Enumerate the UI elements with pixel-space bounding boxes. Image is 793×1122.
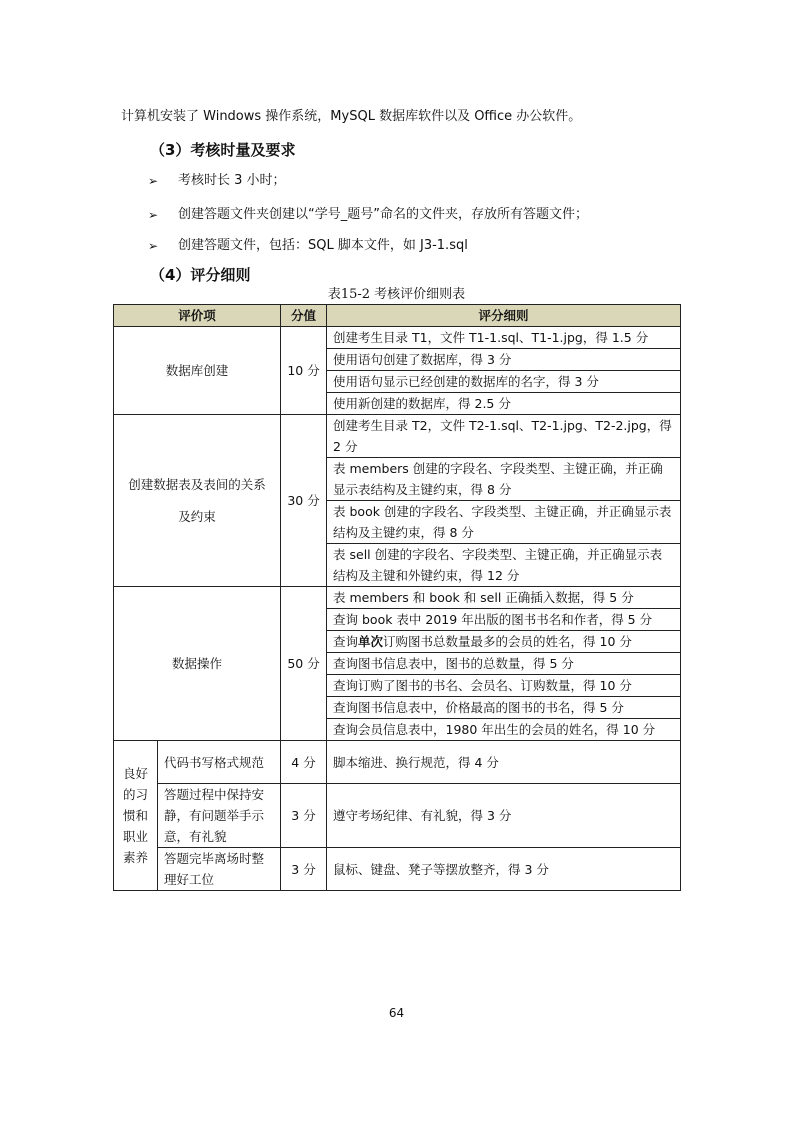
eval-score: 30 分 — [281, 415, 327, 587]
habits-label: 良好的习惯和职业素养 — [114, 741, 158, 891]
habit-detail: 遵守考场纪律、有礼貌，得 3 分 — [327, 784, 681, 848]
eval-score: 50 分 — [281, 587, 327, 741]
habit-detail: 鼠标、键盘、凳子等摆放整齐，得 3 分 — [327, 848, 681, 891]
table-row — [114, 587, 681, 609]
eval-detail: 创建考生目录 T2，文件 T2-1.sql、T2-1.jpg、T2-2.jpg，得 2 分 — [327, 415, 681, 458]
header-item: 评价项 — [114, 305, 281, 327]
header-details: 评分细则 — [327, 305, 681, 327]
habit-score: 3 分 — [281, 784, 327, 848]
eval-detail: 表 book 创建的字段名、字段类型、主键正确，并正确显示表结构及主键约束，得 8 分 — [327, 501, 681, 544]
eval-item: 创建数据表及表间的关系及约束 — [114, 415, 281, 587]
eval-detail: 表 members 和 book 和 sell 正确插入数据，得 5 分 — [327, 587, 681, 609]
table-row — [114, 848, 681, 891]
habit-score: 4 分 — [281, 741, 327, 784]
eval-detail: 查询图书信息表中，图书的总数量，得 5 分 — [327, 653, 681, 675]
section-heading-4: （4）评分细则 — [150, 266, 251, 284]
eval-detail: 使用新创建的数据库，得 2.5 分 — [327, 393, 681, 415]
bullet-text: 创建答题文件夹创建以“学号_题号”命名的文件夹，存放所有答题文件； — [178, 207, 588, 222]
eval-detail: 查询会员信息表中，1980 年出生的会员的姓名，得 10 分 — [327, 719, 681, 741]
intro-paragraph: 计算机安装了 Windows 操作系统，MySQL 数据库软件以及 Office 办公软件。 — [121, 109, 582, 124]
bullet-text: 考核时长 3 小时； — [178, 173, 286, 188]
eval-item: 数据库创建 — [114, 327, 281, 415]
eval-detail: 查询订购了图书的书名、会员名、订购数量，得 10 分 — [327, 675, 681, 697]
page-number: 64 — [388, 1006, 405, 1020]
eval-detail: 查询图书信息表中，价格最高的图书的书名，得 5 分 — [327, 697, 681, 719]
habit-sub-item: 答题过程中保持安静，有问题举手示意，有礼貌 — [158, 784, 281, 848]
table-row — [114, 415, 681, 458]
table-caption: 表15-2 考核评价细则表 — [327, 287, 466, 302]
table-row — [114, 784, 681, 848]
arrow-bullet-icon: ➢ — [148, 208, 159, 222]
habit-sub-item: 代码书写格式规范 — [158, 741, 281, 784]
table-row — [114, 741, 681, 784]
section-heading-3: （3）考核时量及要求 — [150, 141, 296, 159]
eval-item: 数据操作 — [114, 587, 281, 741]
habit-detail: 脚本缩进、换行规范，得 4 分 — [327, 741, 681, 784]
eval-detail: 使用语句创建了数据库，得 3 分 — [327, 349, 681, 371]
table-header-row — [114, 305, 681, 327]
eval-detail: 查询 book 表中 2019 年出版的图书书名和作者，得 5 分 — [327, 609, 681, 631]
eval-detail: 表 sell 创建的字段名、字段类型、主键正确，并正确显示表结构及主键和外键约束，得 12 分 — [327, 544, 681, 587]
bullet-item — [148, 205, 588, 225]
eval-detail: 表 members 创建的字段名、字段类型、主键正确，并正确显示表结构及主键约束，得 8 分 — [327, 458, 681, 501]
eval-score: 10 分 — [281, 327, 327, 415]
bullet-item — [148, 236, 468, 256]
bullet-item — [148, 171, 286, 191]
arrow-bullet-icon: ➢ — [148, 174, 159, 188]
header-score: 分值 — [281, 305, 327, 327]
bullet-text: 创建答题文件，包括：SQL 脚本文件，如 J3-1.sql — [178, 238, 468, 253]
habit-sub-item: 答题完毕离场时整理好工位 — [158, 848, 281, 891]
arrow-bullet-icon: ➢ — [148, 239, 159, 253]
habit-score: 3 分 — [281, 848, 327, 891]
scoring-table — [113, 304, 681, 891]
eval-detail: 使用语句显示已经创建的数据库的名字，得 3 分 — [327, 371, 681, 393]
eval-detail: 创建考生目录 T1，文件 T1-1.sql、T1-1.jpg，得 1.5 分 — [327, 327, 681, 349]
eval-detail: 查询单次订购图书总数量最多的会员的姓名，得 10 分 — [327, 631, 681, 653]
table-row — [114, 327, 681, 349]
